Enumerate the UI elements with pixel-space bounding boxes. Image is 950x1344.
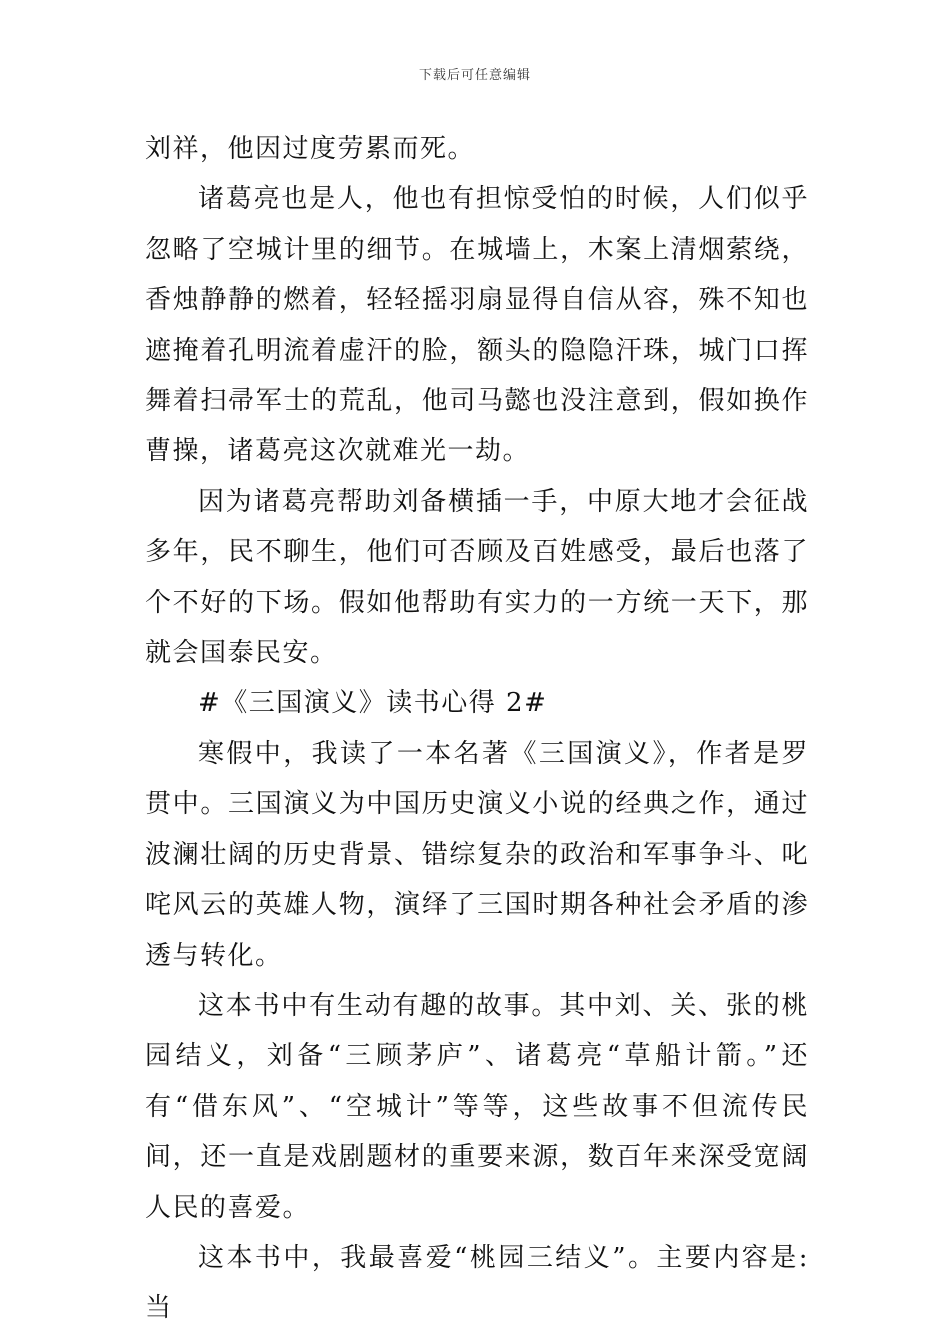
paragraph-2: 诸葛亮也是人，他也有担惊受怕的时候，人们似乎忽略了空城计里的细节。在城墙上，木案上清烟萦绕，香烛静静的燃着，轻轻摇羽扇显得自信从容，殊不知也遮掩着孔明流着虚汗的脸，额头的隐隐汗珠，城门口挥舞着扫帚军士的荒乱，他司马懿也没注意到，假如换作曹操，诸葛亮这次就难光一劫。 [145, 184, 809, 467]
page-header: 下载后可任意编辑 [418, 68, 531, 83]
paragraph-3: 因为诸葛亮帮助刘备横插一手，中原大地才会征战多年，民不聊生，他们可否顾及百姓感受，最后也落了个不好的下场。假如他帮助有实力的一方统一天下，那就会国泰民安。 [145, 486, 809, 669]
paragraph-4: 寒假中，我读了一本名著《三国演义》，作者是罗贯中。三国演义为中国历史演义小说的经典之作，通过波澜壮阔的历史背景、错综复杂的政治和军事争斗、叱咤风云的英雄人物，演绎了三国时期各种社会矛盾的渗透与转化。 [145, 738, 809, 971]
paragraph-1: 刘祥，他因过度劳累而死。 [145, 134, 476, 164]
paragraph-6: 这本书中，我最喜爱“桃园三结义”。主要内容是:当 [145, 1242, 809, 1324]
paragraph-5: 这本书中有生动有趣的故事。其中刘、关、张的桃园结义，刘备“三顾茅庐”、诸葛亮“草船计箭。”还有“借东风”、“空城计”等等，这些故事不但流传民间，还一直是戏剧题材的重要来源，数百年来深受宽阔人民的喜爱。 [145, 990, 809, 1223]
document-body [145, 124, 809, 1334]
section-heading: #《三国演义》读书心得 2# [198, 688, 548, 719]
